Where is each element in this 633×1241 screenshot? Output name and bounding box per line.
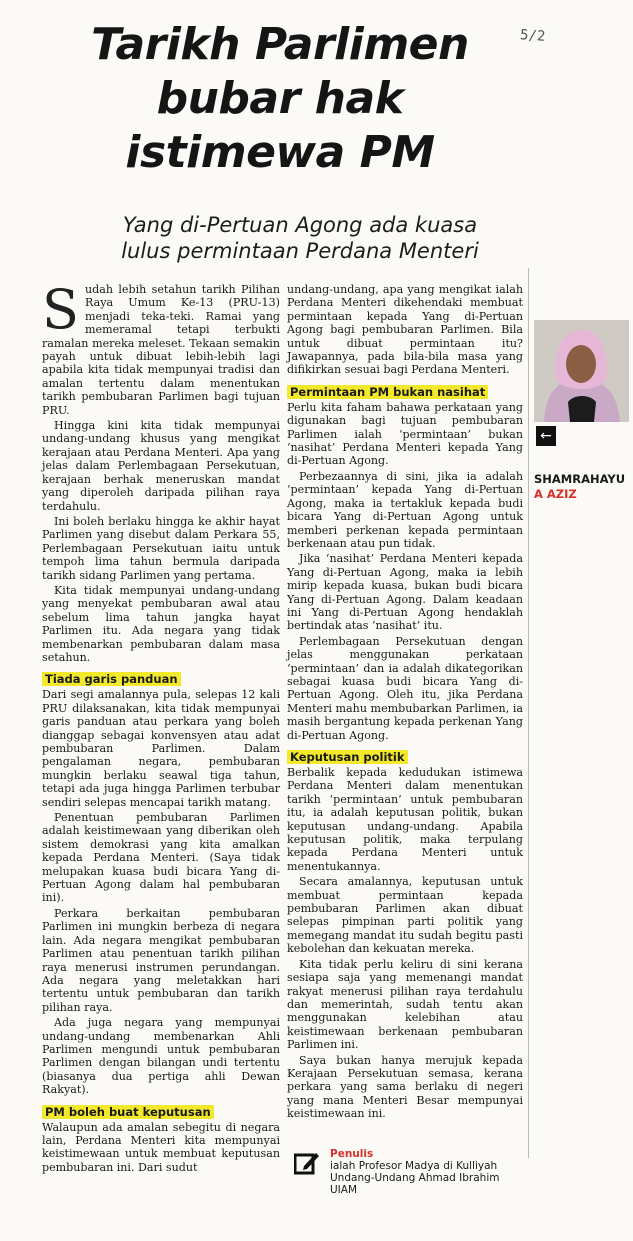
section-heading: Permintaan PM bukan nasihat bbox=[287, 385, 488, 399]
paragraph: Saya bukan hanya merujuk kepada Kerajaan Persekutuan semasa, kerana perkara yang sama berlaku di negeri yang mana Menteri Besar mempunyai keistimewaan ini. bbox=[287, 1053, 523, 1121]
author-name-line2: A AZIZ bbox=[534, 487, 577, 501]
paragraph: Kita tidak perlu keliru di sini kerana sesiapa saja yang memenangi mandat rakyat menerusi pilihan raya terdahulu dan memerintah, sudah tentu akan menggunakan kelebihan atau keistimewaan berkenaan pembubaran Parlimen ini. bbox=[287, 957, 523, 1052]
author-photo bbox=[534, 320, 629, 422]
subheadline bbox=[60, 212, 540, 264]
article-column-1 bbox=[42, 278, 280, 1174]
paragraph: Ada juga negara yang mempunyai undang-undang membenarkan Ahli Parlimen mengundi untuk pembubaran Parlimen dengan bilangan undi tertentu (biasanya dua pertiga ahli Dewan Rakyat). bbox=[42, 1016, 280, 1097]
paragraph: Perlu kita faham bahawa perkataan yang digunakan bagi tujuan pembubaran Parlimen ialah ‘permintaan’ bukan ‘nasihat’ Perdana Menteri kepada Yang di-Pertuan Agong. bbox=[287, 400, 523, 468]
paragraph: Hingga kini kita tidak mempunyai undang-undang khusus yang mengikat kerajaan atau Perdana Menteri. Apa yang jelas dalam Perlembagaan Persekutuan, kerajaan berhak meneruskan mandat yang diperoleh daripada pilihan raya terdahulu. bbox=[42, 419, 280, 513]
paragraph: Perbezaannya di sini, jika ia adalah ‘permintaan’ kepada Yang di-Pertuan Agong, maka ia tertakluk kepada budi bicara Yang di-Pertuan Agong untuk memberi perkenan kepada permintaan berkenaan atau pun tidak. bbox=[287, 469, 523, 550]
paragraph: udah lebih setahun tarikh Pilihan Raya Umum Ke-13 (PRU-13) menjadi teka-teki. Ramai yang memeramal tetapi terbukti ramalan mereka meleset. Tekaan semakin payah untuk dibuat lebih-lebih lagi apabila kita tidak mempunyai tradisi dan amalan tertentu dalam menentukan tarikh pembubaran Parlimen bagi tujuan PRU. bbox=[42, 283, 280, 417]
paragraph: Secara amalannya, keputusan untuk membuat permintaan kepada pembubaran Parlimen akan dibuat selepas pimpinan parti politik yang memegang mandat itu sudah begitu pasti kebolehan dan kekuatan mereka. bbox=[287, 875, 523, 956]
headline bbox=[40, 18, 520, 180]
headline-line: bubar hak bbox=[156, 73, 404, 124]
author-note bbox=[296, 1148, 526, 1196]
arrow-left-icon: ← bbox=[536, 426, 556, 446]
section-heading: PM boleh buat keputusan bbox=[42, 1105, 214, 1119]
section-heading: Keputusan politik bbox=[287, 750, 408, 764]
subheadline-line: Yang di-Pertuan Agong ada kuasa bbox=[122, 213, 478, 237]
section-heading: Tiada garis panduan bbox=[42, 672, 181, 686]
paragraph: undang-undang, apa yang mengikat ialah Perdana Menteri dikehendaki membuat permintaan kepada Yang di-Pertuan Agong bagi pembubaran Parlimen. Bila untuk dibuat permintaan itu? Jawapannya, pada bila-bila masa yang difikirkan sesuai bagi Perdana Menteri. bbox=[287, 283, 523, 377]
paragraph: Kita tidak mempunyai undang-undang yang menyekat pembubaran awal atau sebelum lima tahun jangka hayat Parlimen itu. Ada negara yang tidak membenarkan pembubaran dalam masa setahun. bbox=[42, 583, 280, 664]
handwritten-note: 5/2 bbox=[519, 27, 546, 45]
paragraph: Berbalik kepada kedudukan istimewa Perdana Menteri dalam menentukan tarikh ‘permintaan’ untuk pembubaran itu, ia adalah keputusan politik, bukan keputusan undang-undang. Apabila keputusan politik, maka terpulang kepada Perdana Menteri untuk menentukannya. bbox=[287, 766, 523, 873]
author-note-label: Penulis bbox=[330, 1148, 374, 1160]
paragraph: Jika ‘nasihat’ Perdana Menteri kepada Yang di-Pertuan Agong, maka ia lebih mirip kepada kuasa, bukan budi bicara Yang di-Pertuan Agong. Dalam keadaan ini Yang di-Pertuan Agong hendaklah bertindak atas ‘nasihat’ itu. bbox=[287, 552, 523, 633]
author-name-line1: SHAMRAHAYU bbox=[534, 472, 626, 486]
column-divider bbox=[528, 268, 529, 1158]
paragraph: Perlembagaan Persekutuan dengan jelas menggunakan perkataan ‘permintaan’ dan ia adalah dikategorikan sebagai kuasa budi bicara Yang di-Pertuan Agong. Oleh itu, jika Perdana Menteri mahu membubarkan Parlimen, ia masih bergantung kepada perkenan Yang di-Pertuan Agong. bbox=[287, 634, 523, 742]
author-photo-illustration bbox=[534, 320, 629, 422]
paragraph: Ini boleh berlaku hingga ke akhir hayat Parlimen yang disebut dalam Perkara 55, Perlembagaan Persekutuan iaitu untuk tempoh lima tahun bermula daripada tarikh sidang Parlimen yang pertama. bbox=[42, 514, 280, 582]
paragraph: Perkara berkaitan pembubaran Parlimen ini mungkin berbeza di negara lain. Ada negara mengikat pembubaran Parlimen atau penentuan tarikh pilihan raya menerusi instrumen perundangan. Ada negara yang meletakkan hari tertentu untuk pembubaran dan tarikh pilihan raya. bbox=[42, 906, 280, 1014]
headline-line: istimewa PM bbox=[125, 127, 435, 178]
headline-line: Tarikh Parlimen bbox=[91, 19, 469, 70]
author-byline bbox=[534, 472, 630, 502]
paragraph: Dari segi amalannya pula, selepas 12 kali PRU dilaksanakan, kita tidak mempunyai garis panduan atau perkara yang boleh dianggap sebagai konvensyen atau adat pembubaran Parlimen. Dalam pengalaman negara, pembubaran mungkin berlaku seawal tiga tahun, tetapi ada juga hingga Parlimen terbubar sendiri selepas mencapai tarikh matang. bbox=[42, 688, 280, 809]
article-column-2 bbox=[287, 283, 523, 1121]
dropcap: S bbox=[42, 278, 79, 341]
paragraph: Penentuan pembubaran Parlimen adalah keistimewaan yang diberikan oleh sistem demokrasi yang kita amalkan kepada Perdana Menteri. (Saya tidak melupakan kuasa budi bicara Yang di-Pertuan Agong dalam hal pembubaran ini). bbox=[42, 811, 280, 905]
subheadline-line: lulus permintaan Perdana Menteri bbox=[121, 239, 479, 263]
paragraph: Walaupun ada amalan sebegitu di negara lain, Perdana Menteri kita mempunyai keistimewaan untuk membuat keputusan pembubaran ini. Dari sudut bbox=[42, 1120, 280, 1174]
author-note-text: ialah Profesor Madya di Kulliyah Undang-Undang Ahmad Ibrahim UIAM bbox=[330, 1160, 500, 1196]
